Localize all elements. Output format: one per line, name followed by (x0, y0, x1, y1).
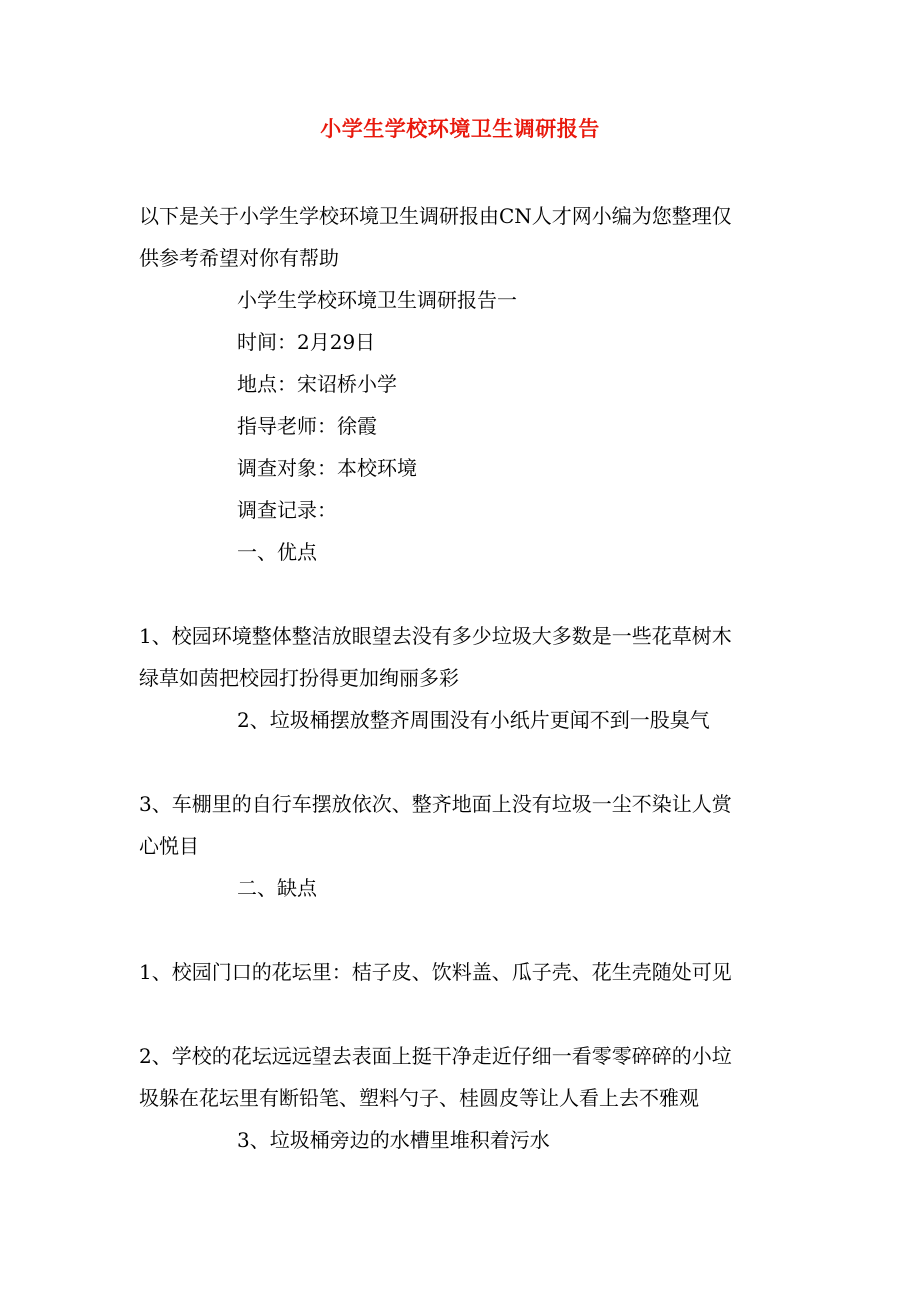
disadvantage-2-line-2: 圾躲在花坛里有断铅笔、塑料勺子、桂圆皮等让人看上去不雅观 (139, 1086, 699, 1110)
teacher-field: 指导老师：徐霞 (237, 414, 377, 438)
intro-line-1: 以下是关于小学生学校环境卫生调研报由CN人才网小编为您整理仅 (139, 204, 732, 228)
subject-field: 调查对象：本校环境 (237, 456, 417, 480)
advantage-3-line-1: 3、车棚里的自行车摆放依次、整齐地面上没有垃圾一尘不染让人赏 (139, 792, 732, 816)
document-title: 小学生学校环境卫生调研报告 (320, 116, 600, 141)
intro-line-2: 供参考希望对你有帮助 (139, 246, 339, 270)
disadvantage-1: 1、校园门口的花坛里：桔子皮、饮料盖、瓜子壳、花生壳随处可见 (139, 960, 732, 984)
disadvantage-2-line-1: 2、学校的花坛远远望去表面上挺干净走近仔细一看零零碎碎的小垃 (139, 1044, 732, 1068)
place-field: 地点：宋诏桥小学 (237, 372, 397, 396)
time-field: 时间：2月29日 (237, 330, 376, 354)
advantage-3-line-2: 心悦目 (139, 834, 199, 858)
disadvantages-heading: 二、缺点 (237, 876, 317, 900)
advantages-heading: 一、优点 (237, 540, 317, 564)
advantage-1-line-1: 1、校园环境整体整洁放眼望去没有多少垃圾大多数是一些花草树木 (139, 624, 732, 648)
advantage-2: 2、垃圾桶摆放整齐周围没有小纸片更闻不到一股臭气 (237, 708, 710, 732)
record-field: 调查记录： (237, 498, 337, 522)
advantage-1-line-2: 绿草如茵把校园打扮得更加绚丽多彩 (139, 666, 459, 690)
report-heading: 小学生学校环境卫生调研报告一 (237, 288, 517, 312)
disadvantage-3: 3、垃圾桶旁边的水槽里堆积着污水 (237, 1128, 550, 1152)
